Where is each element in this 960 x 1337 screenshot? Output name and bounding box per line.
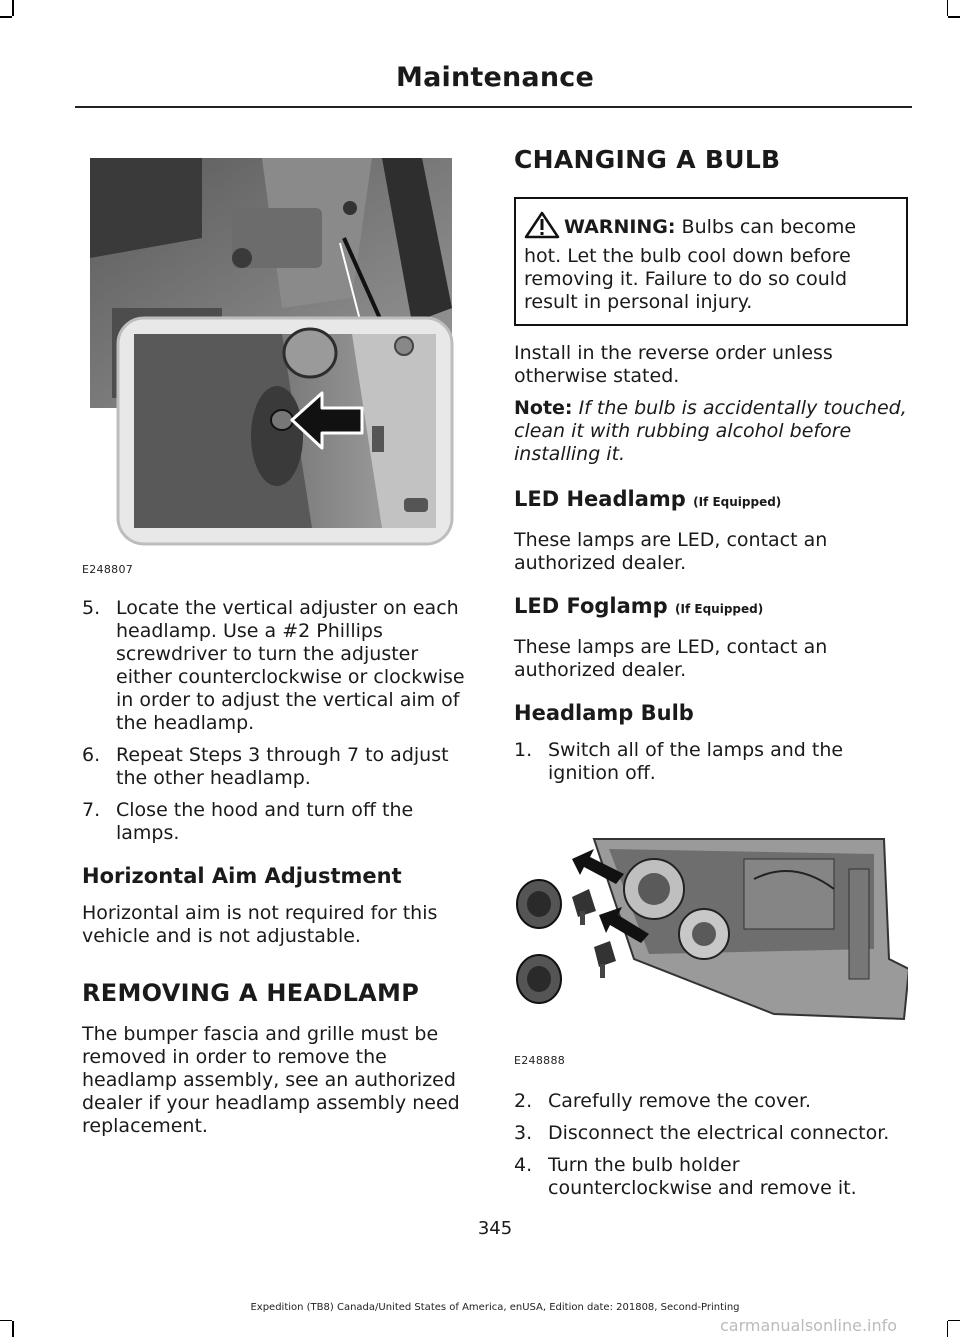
if-equipped-label: (If Equipped) [693,495,782,509]
changing-bulb-heading: CHANGING A BULB [514,145,781,174]
warning-triangle-icon [524,211,560,245]
install-text: Install in the reverse order unless otherwise stated. [514,342,833,387]
warning-box [514,197,908,326]
crop-mark [947,0,949,16]
step-number: 7. [82,799,101,821]
led-foglamp-heading [514,595,908,621]
step-text: Disconnect the electrical connector. [548,1122,890,1144]
adjust-steps-list [82,597,478,845]
note-paragraph [514,397,908,466]
if-equipped-label: (If Equipped) [675,602,764,616]
step-number: 2. [514,1090,533,1112]
step-text: Carefully remove the cover. [548,1090,812,1112]
right-column [514,145,908,1209]
removing-headlamp-text: The bumper fascia and grille must be removed in order to remove the headlamp assembly, see an authorized dealer if your headlamp assembly need replacement. [82,1023,460,1137]
list-item [514,1090,908,1113]
page-title: Maintenance [396,62,594,93]
crop-mark [948,1320,960,1322]
crop-mark [947,1321,949,1337]
warning-label: WARNING: [564,216,676,238]
list-item [82,597,478,735]
horizontal-aim-text: Horizontal aim is not required for this vehicle and is not adjustable. [82,902,438,947]
horizontal-aim-heading: Horizontal Aim Adjustment [82,864,402,888]
bulb-steps-list-b [514,1090,908,1200]
edition-footer: Expedition (TB8) Canada/United States of America, enUSA, Edition date: 201808, Second-Printing [250,1302,740,1313]
crop-mark [948,16,960,18]
header-divider [75,106,912,108]
led-foglamp-title: LED Foglamp [514,594,668,618]
watermark-text: carmanualsonline.info [720,1316,898,1335]
list-item [514,739,908,785]
headlamp-assembly-illustration [514,819,908,1039]
step-number: 3. [514,1122,533,1144]
figure-code: E248807 [82,563,134,576]
crop-mark [12,0,14,16]
note-label: Note: [514,397,573,419]
headlamp-adjuster-illustration [82,148,478,548]
step-text: Switch all of the lamps and the ignition off. [548,739,844,784]
step-text: Repeat Steps 3 through 7 to adjust the other headlamp. [116,744,449,789]
list-item [82,744,478,790]
bulb-steps-list-a [514,739,908,785]
crop-mark [0,16,12,18]
step-number: 4. [514,1154,533,1176]
step-text: Turn the bulb holder counterclockwise and remove it. [548,1154,857,1199]
left-column [82,148,478,1138]
step-number: 1. [514,739,533,761]
step-text: Locate the vertical adjuster on each headlamp. Use a #2 Phillips screwdriver to turn the adjuster either counterclockwise or clockwise in order to adjust the vertical aim of the headlamp. [116,597,465,734]
led-headlamp-text: These lamps are LED, contact an authorized dealer. [514,529,828,574]
headlamp-bulb-heading: Headlamp Bulb [514,701,694,725]
led-headlamp-title: LED Headlamp [514,487,686,511]
step-text: Close the hood and turn off the lamps. [116,799,414,844]
list-item [514,1154,908,1200]
step-number: 6. [82,744,101,766]
led-foglamp-text: These lamps are LED, contact an authorized dealer. [514,636,828,681]
figure-code: E248888 [514,1054,566,1067]
warning-text: Bulbs can become hot. Let the bulb cool down before removing it. Failure to do so could result in personal injury. [524,216,857,313]
crop-mark [0,1320,12,1322]
page-number: 345 [477,1218,513,1239]
led-headlamp-heading [514,488,908,514]
step-number: 5. [82,597,101,619]
note-text: If the bulb is accidentally touched, clean it with rubbing alcohol before installing it. [514,397,907,465]
removing-headlamp-heading: REMOVING A HEADLAMP [82,979,420,1007]
headlamp-assembly-figure [514,819,908,1072]
list-item [82,799,478,845]
list-item [514,1122,908,1145]
vertical-adjuster-figure [82,148,478,581]
crop-mark [12,1321,14,1337]
